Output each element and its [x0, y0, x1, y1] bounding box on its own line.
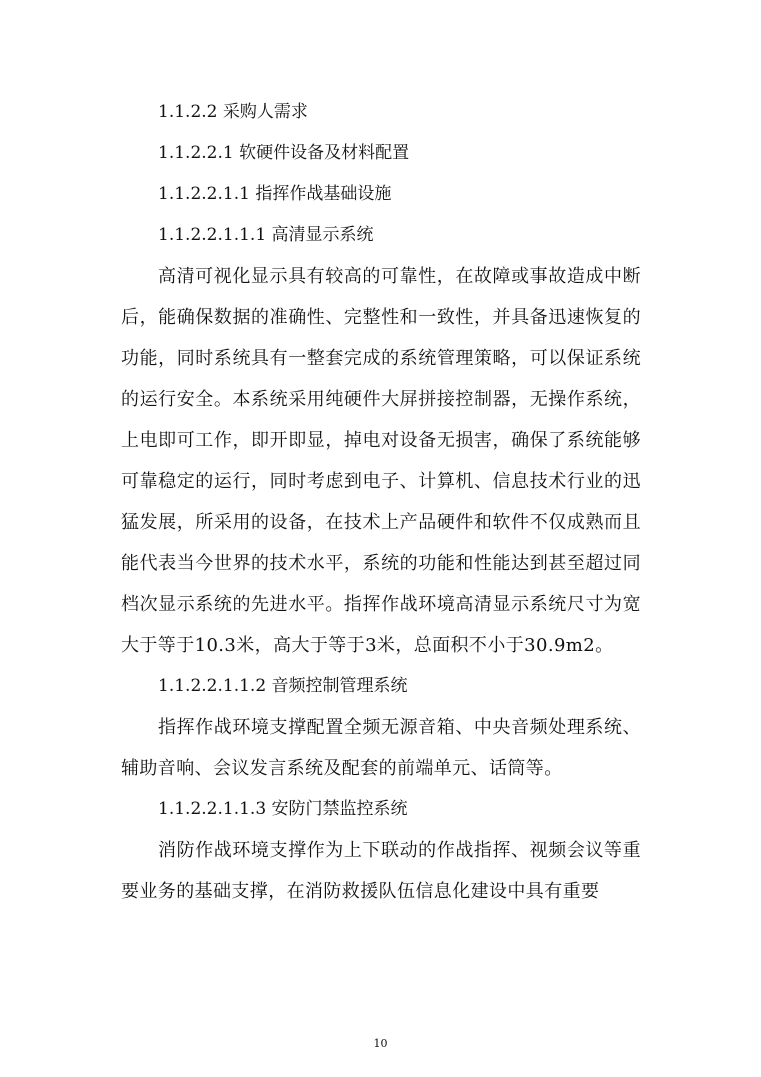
section-heading-1-1-2-2-1-1: 1.1.2.2.1.1 指挥作战基础设施 — [158, 184, 392, 204]
page-content — [121, 92, 641, 912]
section-heading-security-access-monitoring: 1.1.2.2.1.1.3 安防门禁监控系统 — [158, 799, 408, 819]
section-heading-1-1-2-2-1: 1.1.2.2.1 软硬件设备及材料配置 — [158, 143, 410, 163]
section-heading-audio-control-system: 1.1.2.2.1.1.2 音频控制管理系统 — [158, 676, 408, 696]
page-number: 10 — [373, 1037, 388, 1050]
paragraph-audio-control: 指挥作战环境支撑配置全频无源音箱、中央音频处理系统、辅助音响、会议发言系统及配套的前端单元、话筒等。 — [121, 717, 641, 779]
paragraph-hd-display: 高清可视化显示具有较高的可靠性，在故障或事故造成中断后，能确保数据的准确性、完整性和一致性，并具备迅速恢复的功能，同时系统具有一整套完成的系统管理策略，可以保证系统的运行安全。本系统采用纯硬件大屏拼接控制器，无操作系统，上电即可工作，即开即显，掉电对设备无损害，确保了系统能够可靠稳定的运行，同时考虑到电子、计算机、信息技术行业的迅猛发展，所采用的设备，在技术上产品硬件和软件不仅成熟而且能代表当今世界的技术水平，系统的功能和性能达到甚至超过同档次显示系统的先进水平。指挥作战环境高清显示系统尺寸为宽大于等于10.3米，高大于等于3米，总面积不小于30.9m2。 — [121, 266, 641, 656]
paragraph-security-access: 消防作战环境支撑作为上下联动的作战指挥、视频会议等重要业务的基础支撑，在消防救援队伍信息化建设中具有重要 — [121, 840, 641, 902]
section-heading-1-1-2-2: 1.1.2.2 采购人需求 — [158, 102, 308, 122]
section-heading-hd-display-system: 1.1.2.2.1.1.1 高清显示系统 — [158, 225, 374, 245]
